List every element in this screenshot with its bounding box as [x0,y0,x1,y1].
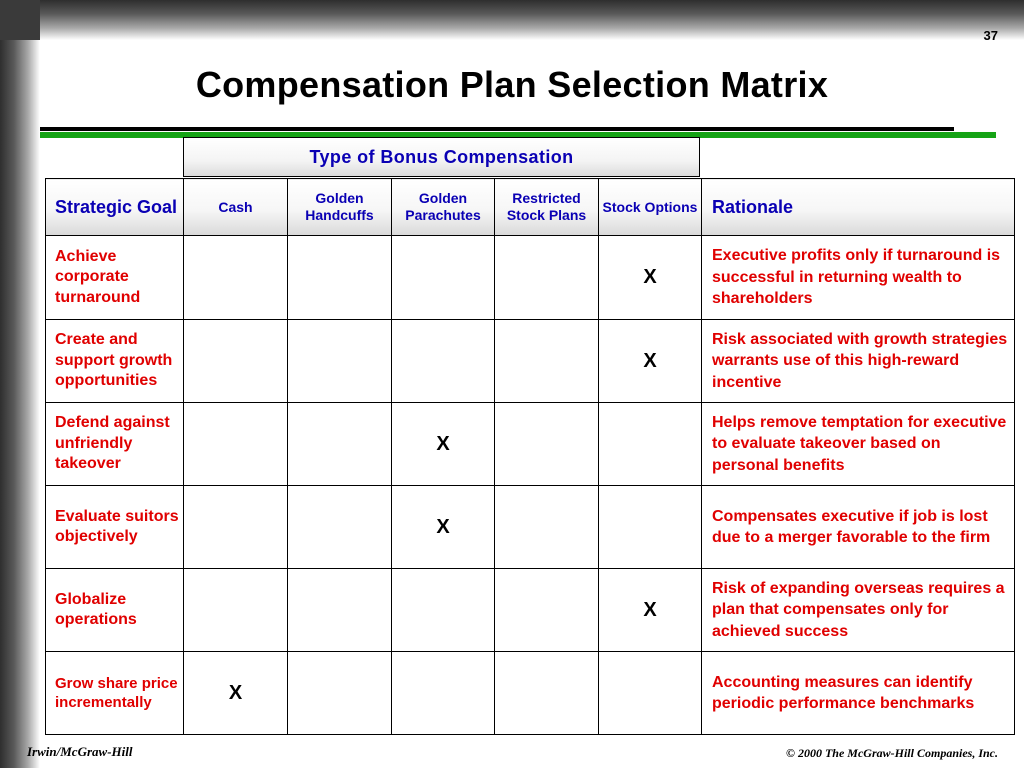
mark-cell-stock-options [599,652,702,735]
mark-cell-restricted-stock-plans [495,486,599,569]
footer-publisher: Irwin/McGraw-Hill [27,744,133,759]
page-number: 37 [983,28,998,43]
mark-cell-golden-handcuffs [288,569,392,652]
slide-corner-shadow [0,0,40,40]
mark-cell-golden-parachutes [392,320,495,403]
column-header-cash: Cash [184,179,288,236]
mark-cell-golden-handcuffs [288,486,392,569]
strategic-goal-cell: Globalize operations [46,569,184,652]
strategic-goal-cell: Evaluate suitors objectively [46,486,184,569]
mark-cell-stock-options: X [599,236,702,320]
mark-cell-cash: X [184,652,288,735]
mark-cell-golden-parachutes: X [392,486,495,569]
table-row [46,569,1015,652]
mark-cell-cash [184,403,288,486]
rationale-cell: Accounting measures can identify periodic performance benchmarks [702,652,1015,735]
mark-cell-restricted-stock-plans [495,320,599,403]
column-header-restricted-stock-plans: Restricted Stock Plans [495,179,599,236]
mark-cell-cash [184,569,288,652]
mark-cell-stock-options [599,486,702,569]
mark-cell-golden-parachutes [392,236,495,320]
strategic-goal-cell: Achieve corporate turnaround [46,236,184,320]
mark-cell-golden-handcuffs [288,236,392,320]
mark-cell-cash [184,236,288,320]
mark-cell-stock-options: X [599,569,702,652]
mark-cell-stock-options: X [599,320,702,403]
title-rule-black [40,127,954,131]
strategic-goal-cell: Grow share price incrementally [46,652,184,735]
mark-cell-golden-handcuffs [288,320,392,403]
column-header-golden-parachutes: Golden Parachutes [392,179,495,236]
strategic-goal-cell: Create and support growth opportunities [46,320,184,403]
footer-copyright: © 2000 The McGraw-Hill Companies, Inc. [786,746,998,760]
strategic-goal-cell: Defend against unfriendly takeover [46,403,184,486]
table-row [46,236,1015,320]
mark-cell-restricted-stock-plans [495,652,599,735]
compensation-matrix [45,178,1015,735]
slide-top-shadow [0,0,1024,40]
mark-cell-restricted-stock-plans [495,236,599,320]
mark-cell-golden-handcuffs [288,403,392,486]
mark-cell-restricted-stock-plans [495,569,599,652]
mark-cell-golden-parachutes [392,652,495,735]
mark-cell-restricted-stock-plans [495,403,599,486]
column-header-golden-handcuffs: Golden Handcuffs [288,179,392,236]
rationale-cell: Helps remove temptation for executive to evaluate takeover based on personal benefits [702,403,1015,486]
rationale-cell: Compensates executive if job is lost due to a merger favorable to the firm [702,486,1015,569]
mark-cell-golden-parachutes: X [392,403,495,486]
rationale-cell: Executive profits only if turnaround is successful in returning wealth to shareholders [702,236,1015,320]
mark-cell-golden-parachutes [392,569,495,652]
column-header-stock-options: Stock Options [599,179,702,236]
table-row [46,652,1015,735]
mark-cell-cash [184,486,288,569]
table-row [46,486,1015,569]
bonus-type-header: Type of Bonus Compensation [183,137,700,177]
table-row [46,403,1015,486]
rationale-cell: Risk associated with growth strategies warrants use of this high-reward incentive [702,320,1015,403]
mark-cell-golden-handcuffs [288,652,392,735]
matrix-header-row [46,179,1015,236]
mark-cell-cash [184,320,288,403]
rationale-cell: Risk of expanding overseas requires a plan that compensates only for achieved success [702,569,1015,652]
slide-left-shadow [0,0,40,768]
rationale-header: Rationale [702,179,1015,236]
table-row [46,320,1015,403]
mark-cell-stock-options [599,403,702,486]
strategic-goal-header: Strategic Goal [46,179,184,236]
slide-title: Compensation Plan Selection Matrix [195,64,829,105]
